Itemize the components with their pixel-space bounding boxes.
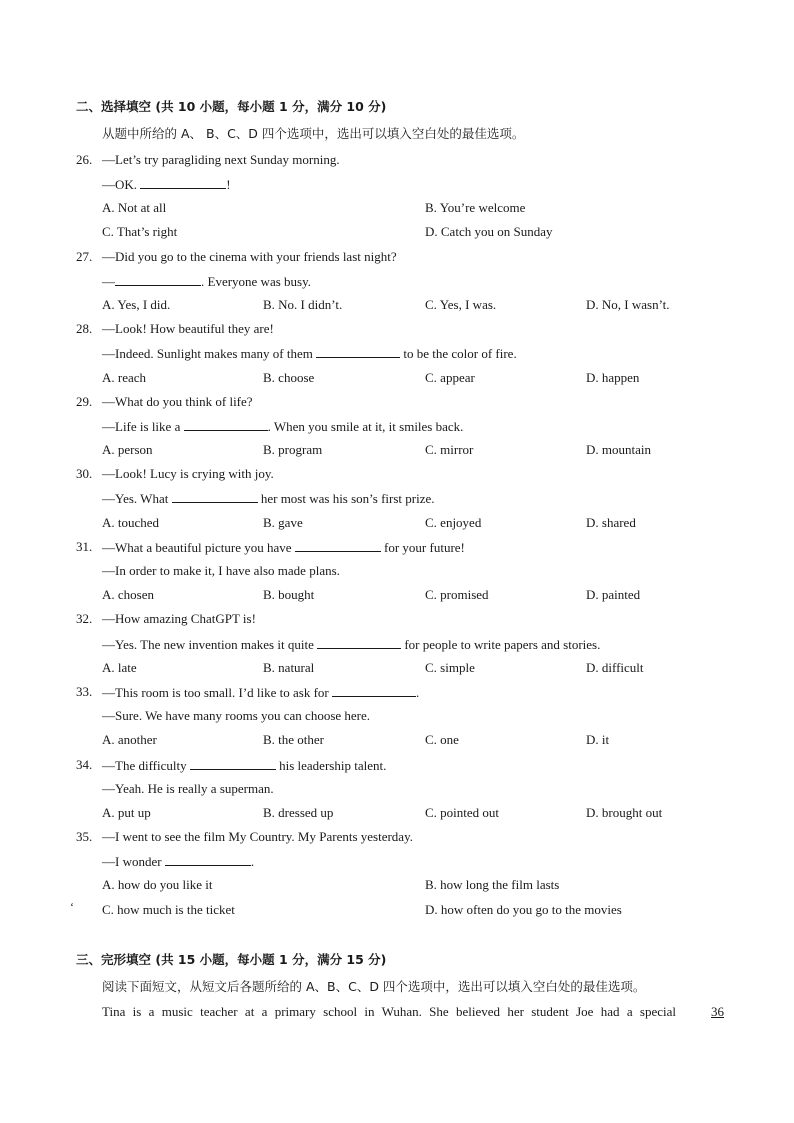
option-c: C. one (425, 732, 459, 747)
section3-instruction: 阅读下面短文，从短文后各题所给的 A、B、C、D 四个选项中，选出可以填入空白处的最佳选项。 (102, 979, 646, 994)
question-line2: —Yes. What her most was his son’s first prize. (102, 491, 435, 506)
option-d: D. difficult (586, 660, 644, 675)
option-a: A. touched (102, 515, 160, 530)
question-line1: —Did you go to the cinema with your friends last night? (102, 249, 397, 264)
option-d: D. painted (586, 587, 641, 602)
option-d: D. happen (586, 370, 640, 385)
option-c: C. enjoyed (425, 515, 482, 530)
question-number: 27. (76, 249, 93, 264)
passage-text: Tina is a music teacher at a primary school in Wuhan. She believed her student Joe had a special (102, 1004, 676, 1019)
option-a: A. Not at all (102, 200, 167, 215)
question-line2: —Sure. We have many rooms you can choose here. (102, 708, 371, 723)
option-b: B. No. I didn’t. (263, 297, 343, 312)
option-b: B. natural (263, 660, 315, 675)
option-d: D. brought out (586, 805, 663, 820)
option-b: B. the other (263, 732, 325, 747)
answer-blank[interactable] (332, 684, 416, 697)
question-number: 32. (76, 611, 93, 626)
question-line2: —Life is like a . When you smile at it, it smiles back. (102, 419, 464, 434)
question-line1: —Let’s try paragliding next Sunday morning. (102, 152, 340, 167)
question-number: 34. (76, 757, 93, 772)
option-a: A. how do you like it (102, 877, 213, 892)
question-line1: —What do you think of life? (102, 394, 253, 409)
option-a: A. chosen (102, 587, 154, 602)
section2-instruction: 从题中所给的 A、 B、C、D 四个选项中，选出可以填入空白处的最佳选项。 (102, 126, 525, 141)
answer-blank[interactable] (184, 418, 268, 431)
question-number: 29. (76, 394, 93, 409)
option-c: C. mirror (425, 442, 474, 457)
answer-blank[interactable] (172, 490, 258, 503)
option-b: B. program (263, 442, 323, 457)
question-line1: —Look! Lucy is crying with joy. (102, 466, 274, 481)
answer-blank[interactable] (165, 853, 251, 866)
option-c: C. That’s right (102, 224, 178, 239)
option-b: B. bought (263, 587, 315, 602)
answer-blank[interactable] (115, 273, 201, 286)
question-number: 26. (76, 152, 93, 167)
question-line2: —I wonder . (102, 854, 255, 869)
option-b: B. You’re welcome (425, 200, 526, 215)
option-b: B. how long the film lasts (425, 877, 560, 892)
question-number: 30. (76, 466, 93, 481)
question-number: 31. (76, 539, 93, 554)
option-b: B. gave (263, 515, 303, 530)
answer-blank[interactable] (190, 757, 276, 770)
answer-blank[interactable] (295, 539, 381, 552)
option-a: A. late (102, 660, 137, 675)
option-a: A. reach (102, 370, 147, 385)
question-line1: —How amazing ChatGPT is! (102, 611, 256, 626)
option-b: B. choose (263, 370, 315, 385)
option-c: C. simple (425, 660, 475, 675)
question-line2: —In order to make it, I have also made plans. (102, 563, 340, 578)
question-line2: — . Everyone was busy. (102, 274, 311, 289)
question-line1: —What a beautiful picture you have for your future! (102, 540, 465, 555)
option-c: C. pointed out (425, 805, 500, 820)
answer-blank[interactable] (316, 345, 400, 358)
option-a: A. Yes, I did. (102, 297, 171, 312)
option-c: C. promised (425, 587, 489, 602)
question-line2: —Indeed. Sunlight makes many of them to be the color of fire. (102, 346, 517, 361)
question-line1: —The difficulty his leadership talent. (102, 758, 387, 773)
option-c: C. appear (425, 370, 475, 385)
answer-blank[interactable] (140, 176, 226, 189)
question-number: 28. (76, 321, 93, 336)
option-d: D. Catch you on Sunday (425, 224, 553, 239)
question-line2: —Yeah. He is really a superman. (102, 781, 274, 796)
question-line1: —Look! How beautiful they are! (102, 321, 274, 336)
blank-number: 36 (711, 1004, 724, 1019)
stray-mark: ‘ (70, 900, 74, 914)
option-a: A. put up (102, 805, 151, 820)
question-number: 33. (76, 684, 93, 699)
option-c: C. Yes, I was. (425, 297, 497, 312)
option-a: A. person (102, 442, 153, 457)
option-b: B. dressed up (263, 805, 334, 820)
option-d: D. it (586, 732, 610, 747)
section3-title: 三、完形填空 (共 15 小题，每小题 1 分，满分 15 分) (76, 952, 387, 967)
option-d: D. shared (586, 515, 636, 530)
option-c: C. how much is the ticket (102, 902, 235, 917)
question-line2: —OK. ! (102, 177, 231, 192)
section2-title: 二、选择填空 (共 10 小题，每小题 1 分，满分 10 分) (76, 99, 387, 114)
question-line1: —This room is too small. I’d like to ask for . (102, 685, 420, 700)
question-line1: —I went to see the film My Country. My Parents yesterday. (102, 829, 413, 844)
option-d: D. No, I wasn’t. (586, 297, 670, 312)
option-d: D. how often do you go to the movies (425, 902, 622, 917)
option-a: A. another (102, 732, 157, 747)
question-number: 35. (76, 829, 93, 844)
question-line2: —Yes. The new invention makes it quite for people to write papers and stories. (102, 637, 601, 652)
answer-blank[interactable] (317, 636, 401, 649)
option-d: D. mountain (586, 442, 651, 457)
